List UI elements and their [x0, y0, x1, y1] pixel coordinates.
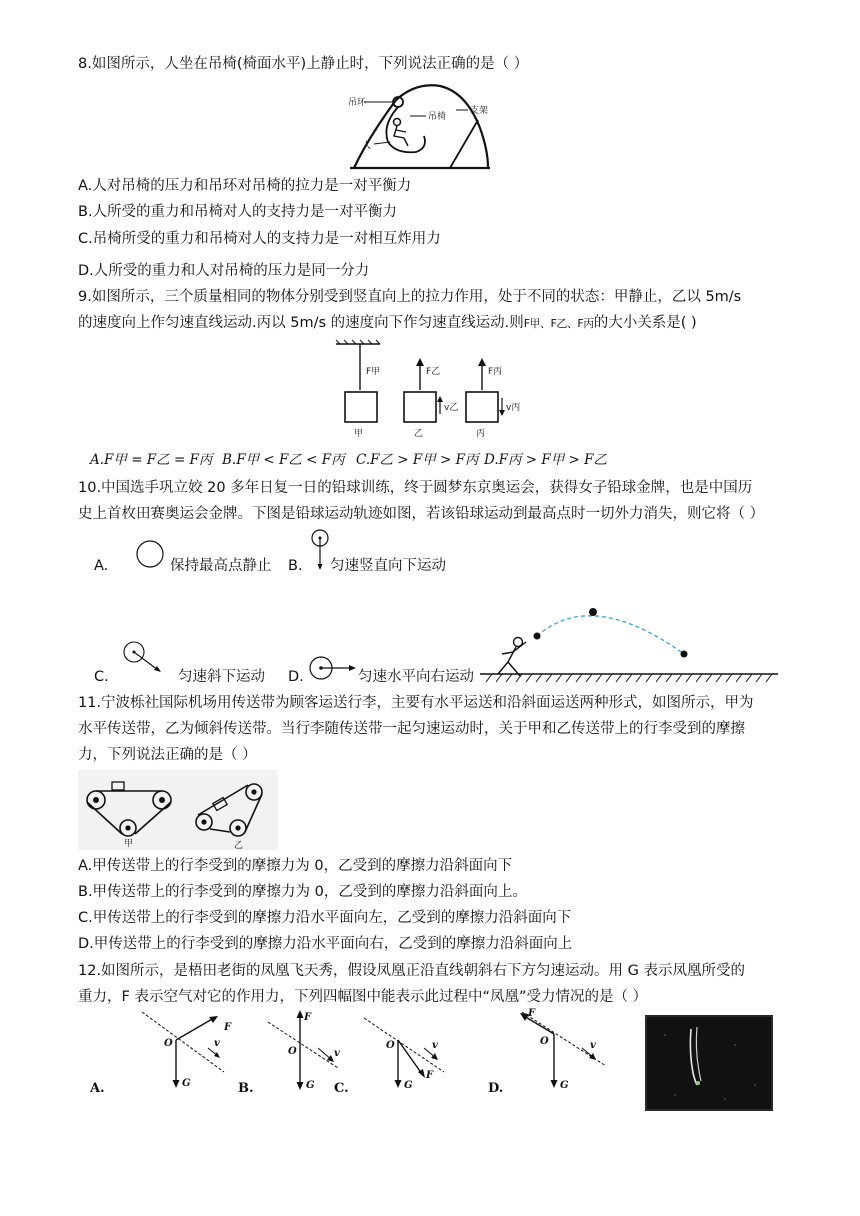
q10-option-d-letter: D. — [288, 669, 304, 685]
q8-option-d: D.人所受的重力和人对吊椅的压力是同一分力 — [78, 263, 370, 279]
q11-option-c: C.甲传送带上的行李受到的摩擦力沿水平面向左，乙受到的摩擦力沿斜面向下 — [78, 910, 572, 926]
q9-stem-line1: 9.如图所示，三个质量相同的物体分别受到竖直向上的拉力作用，处于不同的状态：甲静止，乙以 5m/s — [78, 289, 742, 305]
q8-option-c: C.吊椅所受的重力和吊椅对人的支持力是一对相互炸用力 — [78, 231, 441, 247]
q10-option-b-ball-down-icon — [310, 528, 330, 574]
q10-shot-put-trajectory-figure — [480, 598, 780, 688]
q12-option-d-label: D. — [488, 1081, 504, 1096]
q8-label-frame: 支架 — [470, 106, 489, 116]
svg-text:v: v — [214, 1038, 220, 1049]
q12-option-b-label: B. — [238, 1081, 254, 1096]
q9-label-f1: F甲 — [366, 367, 381, 377]
svg-text:G: G — [404, 1080, 413, 1091]
q8-label-person: 人 — [362, 141, 372, 151]
svg-text:F: F — [528, 1008, 536, 1019]
q10-option-c-ball-diagonal-icon — [120, 640, 168, 674]
q9-option-b: B.F甲 < F乙 < F丙 — [222, 452, 345, 468]
q12-option-c-force-diagram — [332, 1008, 452, 1098]
q10-option-b-text: 匀速竖直向下运动 — [330, 558, 446, 574]
q8-hanging-chair-figure — [350, 80, 510, 172]
q10-stem-line2: 史上首枚田赛奥运会金牌。下图是铅球运动轨迹如图，若该铅球运动到最高点时一切外力消失，则它将（ ） — [78, 506, 765, 522]
q9-label-n2: 乙 — [414, 429, 424, 439]
svg-text:O: O — [386, 1040, 395, 1051]
q11-stem-line2: 水平传送带，乙为倾斜传送带。当行李随传送带一起匀速运动时，关于甲和乙传送带上的行李受到的摩擦 — [78, 721, 745, 737]
q9-label-f3: F丙 — [488, 367, 503, 377]
q9-option-a: A.F甲 = F乙 = F丙 — [90, 452, 213, 468]
q11-label-jia: 甲 — [124, 839, 134, 849]
q9-label-v2: v乙 — [444, 403, 459, 413]
q9-label-n3: 丙 — [476, 429, 486, 439]
q12-option-a-force-diagram — [88, 1008, 248, 1098]
q8-label-ring: 吊环 — [348, 98, 367, 108]
q12-option-d-force-diagram — [486, 1004, 616, 1098]
q12-option-a-label: A. — [90, 1081, 105, 1096]
q12-stem-line1: 12.如图所示，是梧田老街的凤凰飞天秀，假设凤凰正沿直线朝斜右下方匀速运动。用 G 表示凤凰所受的 — [78, 963, 746, 979]
q8-stem: 8.如图所示，人坐在吊椅(椅面水平)上静止时，下列说法正确的是（ ） — [78, 56, 529, 72]
q9-label-n1: 甲 — [354, 429, 364, 439]
svg-text:G: G — [306, 1080, 315, 1091]
svg-text:O: O — [288, 1046, 297, 1057]
q12-option-c-label: C. — [334, 1081, 349, 1096]
svg-text:G: G — [560, 1080, 569, 1091]
q12-phoenix-photo — [645, 1015, 773, 1111]
svg-text:v: v — [432, 1040, 438, 1051]
q11-label-yi: 乙 — [234, 841, 244, 851]
q10-option-a-ball-icon — [134, 540, 168, 570]
svg-text:O: O — [540, 1036, 549, 1047]
q9-option-c: C.F乙 > F甲 > F丙 — [356, 452, 479, 468]
svg-text:F: F — [224, 1022, 232, 1033]
q10-stem-line1: 10.中国选手巩立姣 20 多年日复一日的铅球训练，终于圆梦东京奥运会，获得女子铅球金牌，也是中国历 — [78, 480, 753, 496]
svg-text:F: F — [426, 1070, 434, 1081]
q9-inline-forces: F甲、F乙、F丙 — [523, 317, 594, 330]
q11-stem-line3: 力，下列说法正确的是（ ） — [78, 747, 257, 763]
q8-option-b: B.人所受的重力和吊椅对人的支持力是一对平衡力 — [78, 204, 398, 220]
q10-option-c-text: 匀速斜下运动 — [178, 669, 265, 685]
q9-label-v3: v丙 — [506, 403, 521, 413]
svg-text:G: G — [182, 1078, 191, 1089]
q11-option-a: A.甲传送带上的行李受到的摩擦力为 0，乙受到的摩擦力沿斜面向下 — [78, 858, 513, 874]
q12-stem-line2: 重力，F 表示空气对它的作用力，下列四幅图中能表示此过程中“凤凰”受力情况的是（ ） — [78, 989, 648, 1005]
q10-option-b-letter: B. — [288, 558, 303, 574]
q11-option-b: B.甲传送带上的行李受到的摩擦力为 0，乙受到的摩擦力沿斜面向上。 — [78, 884, 527, 900]
q9-option-d: D.F丙 > F甲 > F乙 — [484, 452, 608, 468]
q10-option-d-ball-right-icon — [308, 656, 358, 682]
q10-option-a-letter: A. — [94, 558, 109, 574]
svg-text:O: O — [164, 1038, 173, 1049]
q11-option-d: D.甲传送带上的行李受到的摩擦力沿水平面向右，乙受到的摩擦力沿斜面向上 — [78, 936, 573, 952]
svg-text:F: F — [304, 1012, 312, 1023]
q10-option-d-text: 匀速水平向右运动 — [358, 669, 474, 685]
svg-text:v: v — [334, 1048, 340, 1059]
q11-conveyor-belts-figure — [78, 770, 278, 850]
q9-stem-line2: 的速度向上作匀速直线运动.丙以 5m/s 的速度向下作匀速直线运动.则F甲、F乙、F丙的大小关系是( ) — [78, 315, 697, 331]
q11-stem-line1: 11.宁波栎社国际机场用传送带为顾客运送行李，主要有水平运送和沿斜面运送两种形式，如图所示，甲为 — [78, 695, 754, 711]
q10-option-a-text: 保持最高点静止 — [170, 558, 272, 574]
q8-option-a: A.人对吊椅的压力和吊环对吊椅的拉力是一对平衡力 — [78, 178, 412, 194]
q9-label-f2: F乙 — [426, 367, 441, 377]
q9-three-boxes-figure — [334, 340, 534, 440]
q10-option-c-letter: C. — [94, 669, 109, 685]
q8-label-chair: 吊椅 — [428, 112, 447, 122]
svg-text:v: v — [590, 1040, 596, 1051]
